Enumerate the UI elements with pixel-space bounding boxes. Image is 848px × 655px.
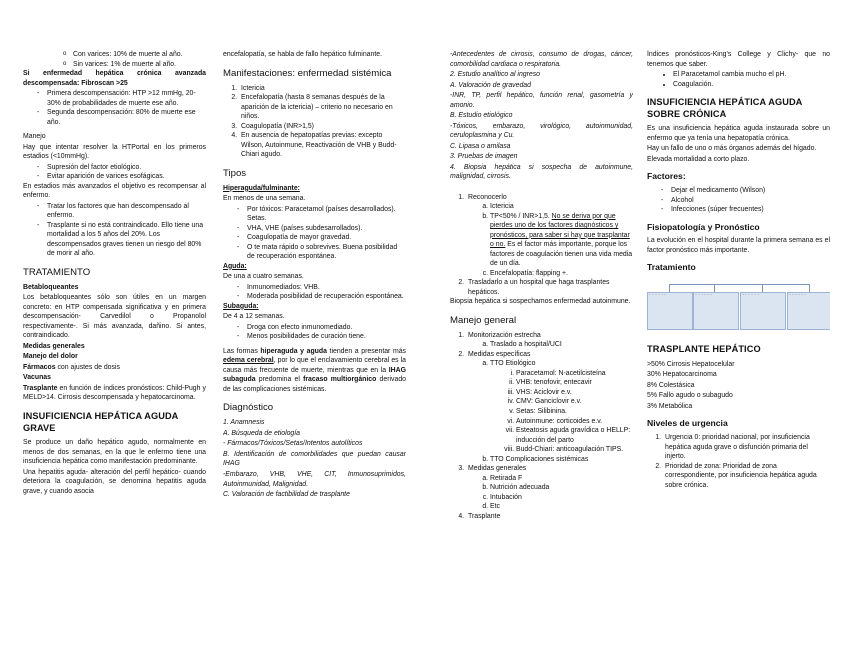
trasplante-line: 30% Hepatocarcinoma [647,371,717,379]
manifestaciones-heading: Manifestaciones: enfermedad sistémica [223,67,392,79]
diag-line: C. Lipasa o amilasa [450,142,511,150]
list-item: viii. Budd-Chiari: anticoagulación TIPS. [516,445,633,455]
diag-line: A. Búsqueda de etiología [223,429,301,437]
list-item: 1. Urgencia 0: prioridad nacional, por insuficiencia hepática aguda grave o disfunción primaria del injerto. [663,433,830,462]
list-item: b. Nutrición adecuada [490,483,633,493]
sobre-cronica-heading: INSUFICIENCIA HEPÁTICA AGUDA SOBRE CRÓNICA [647,97,803,119]
diagram-box: ·· ·· ·· ·· ·· ·· [787,292,830,330]
list-item: a. Traslado a hospital/UCI [490,340,633,350]
reconocer-list [450,193,633,298]
list-item: - Tratar los factores que han descompensado al enfermo. [37,202,206,221]
manejo-heading: Manejo [23,133,46,141]
reconocer-sublist [468,202,633,278]
biopsia-note: Biopsia hepática si sospechamos enfermedad autoinmune. [450,298,631,306]
diagram-connector [669,284,670,292]
list-item: • Coagulación. [673,80,830,90]
list-item: c. Intubación [490,493,633,503]
list-item: ii. VHB: tenofovir, entecavir [516,378,633,388]
list-item: - Por tóxicos: Paracetamol (países desarrollados). Setas. [237,205,406,224]
list-item: - Moderada posibilidad de recuperación espontánea. [237,292,406,302]
diagram-connector [669,284,809,285]
diag-line: C. Valoración de factibilidad de trasplante [223,491,350,499]
iha-paragraph-2: Una hepatitis aguda- alteración del perfil hepático- cuando deteriora la coagulación, se denomina hepatitis aguda grave, y cuando asocia [23,468,206,495]
list-item: - Segunda descompensación: 80% de muerte ese año. [37,108,206,127]
manejo-list [23,163,206,182]
list-item: b. TTO Complicaciones sistémicas [490,455,633,465]
list-item: vii. Esteatosis aguda gravídica o HELLP: inducción del parto [516,426,633,445]
text-run: No se deriva por que pierdes uno de los factores diagnósticos y pronósticos, para saber si hay que trasplantar o no. [490,212,630,249]
aguda-heading: Aguda: [223,262,247,270]
aguda-list [223,283,406,302]
trasplante-line: 3% Metabólica [647,402,693,410]
list-item: i. Paracetamol: N-acetilcisteína [516,369,633,379]
list-item: - Infecciones (súper frecuentes) [661,205,830,215]
item-label: Medidas específicas [468,350,531,358]
trasplante-line [23,384,206,403]
diagram-box: ·· ·· ·· ·· ·· ·· [647,292,693,330]
diag-line: 3. Pruebas de imagen [450,153,518,161]
medidas-generales: Medidas generales [23,342,85,350]
treatment-diagram [647,278,830,336]
trasplante-rest: en función de índices pronósticos: Child-Pugh y MELD>14. Cirrosis descompensada y hepatocarcinoma. [23,384,206,402]
manejo-general-list [450,331,633,521]
list-item: 2. Encefalopatía (hasta 8 semanas después de la aparición de la ictericia) – criterio no necesario en niños. [239,93,406,122]
list-item: 3. Coagulopatía (INR>1,5) [239,122,406,132]
list-item: - Coagulopatía de mayor gravedad. [237,233,406,243]
diag-line: - Fármacos/Tóxicos/Setas/Intentos autolíticos [223,440,363,448]
hiperaguda-list [223,205,406,262]
column-1 [23,50,206,497]
list-item: 4. Trasplante [466,512,633,522]
hiperaguda-intro: En menos de una semana. [223,195,306,203]
sublist [468,340,633,350]
iha-paragraph-1: Se produce un daño hepático agudo, normalmente en menos de dos semanas, en la que le enfermo tiene una insuficiencia hepática como manifestación predominante. [23,439,206,466]
item-label: TTO Etiológico [490,360,536,368]
varices-list [23,50,206,69]
list-item [466,464,633,512]
sublist [468,359,633,464]
diag-line: -Embarazo, VHB, VHE, CIT, Inmunosuprimidos, Autoinmunidad, Malignidad. [223,471,406,488]
indices-text: Índices pronósticos-King's College y Clichy- que no tenemos que saber. [647,51,830,68]
niveles-list [647,433,830,490]
diag-line: B. Estudio etiológico [450,112,513,120]
sobre-paragraph-1: Es una insuficiencia hepática aguda instaurada sobre un enfermo que ya tenía una hepatopatía crónica. [647,125,830,142]
fisiopatologia-heading: Fisiopatología y Pronóstico [647,221,760,232]
trasplante-line: 5% Fallo agudo o subagudo [647,392,733,400]
list-item: - O te mata rápido o sobrevives. Buena posibilidad de recuperación espontánea. [237,243,406,262]
list-item: - Supresión del factor etiológico. [37,163,206,173]
diagram-connector [809,284,810,292]
column-4 [647,50,830,490]
list-item: a. Retirada F [490,474,633,484]
formas-paragraph [223,347,406,395]
tipos-heading: Tipos [223,167,247,179]
list-item [466,331,633,350]
diagram-box: ·· ·· ·· ·· ·· ·· [740,292,786,330]
diag-line: 1. Anamnesis [223,419,265,427]
list-item: - Inmunomediados: VHB. [237,283,406,293]
list-item: 2. Trasladarlo a un hospital que haga trasplantes hepáticos. [466,278,633,297]
diag-line: 2. Estudio analítico al ingreso [450,71,541,79]
sobre-paragraph-2: Hay un fallo de uno o más órganos además del hígado. [647,145,817,153]
list-item: o Sin varices: 1% de muerte al año. [63,60,206,70]
vacunas: Vacunas [23,374,51,382]
subaguda-list [223,323,406,342]
farmacos-label: Fármacos [23,363,56,371]
trasplante-heading: TRASPLANTE HEPÁTICO [647,344,761,355]
list-item: - Primera descompensación: HTP >12 mmHg, 20-30% de probabilidades de muerte ese año. [37,89,206,108]
text-run: , por lo que el enclavamiento cerebral es la causa más frecuente de muerte, mientras que en la [223,357,406,374]
sobre-paragraph-3: Elevada mortalidad a corto plazo. [647,155,750,163]
avanzados-list [23,202,206,259]
continued-text: encefalopatía, se habla de fallo hepático fulminante. [223,51,382,58]
text-run: derivado de las complicaciones sistémicas. [223,376,406,393]
factores-list [647,186,830,215]
diag-line: -Tóxicos, embarazo, virológico, autoinmunidad, ceruloplasmina y Cu. [450,122,633,140]
list-item: iv. CMV: Ganciclovir e.v. [516,397,633,407]
subaguda-heading: Subaguda: [223,302,259,310]
list-item: v. Setas: Silibinina. [516,407,633,417]
avanzados-intro: En estadios más avanzados el objetivo es recompensar al enfermo. [23,182,206,200]
farmacos-line [23,363,206,373]
text-run: Las formas [223,347,261,355]
list-item: - Menos posibilidades de curación tiene. [237,332,406,342]
list-item [490,212,633,269]
betabloqueantes-text: Los betabloqueantes sólo son útiles en un margen concreto: en HTP compensada significativa y en primera descompensación- Carvedilol o Propanolol respectivamente-. Si más avanzada, dañino. Si antes, contraindicado. [23,294,206,340]
diag-line: -Antecedentes de cirrosis, consumo de drogas, cáncer, comorbilidad cardiaca o respiratoria. [450,51,633,68]
indices-list [647,70,830,89]
tratamiento-heading: Tratamiento [647,262,696,273]
factores-heading: Factores: [647,171,686,182]
diagnostico-heading: Diagnóstico [223,402,274,414]
list-item: - Trasplante si no está contraindicado. Ello tiene una mortalidad a los 5 años del 20%. Los descompensados graves tienen un riesgo del 80% de morir al año. [37,221,206,259]
diagram-box: ·· ·· ·· ·· ·· ·· [693,292,739,330]
item-label: Reconocerlo [468,193,507,201]
item-label: Medidas generales [468,465,527,473]
cronica-list [23,89,206,127]
list-item: 4. En ausencia de hepatopatías previas: excepto Wilson, Autoinmune, Reactivación de VHB y Budd-Chiari agudo. [239,131,406,160]
fisiopatologia-text: La evolución en el hospital durante la primera semana es el factor pronóstico más importante. [647,237,830,254]
manifestaciones-list [223,84,406,160]
subaguda-intro: De 4 a 12 semanas. [223,313,285,321]
text-run: tienden a presentar más [326,347,406,355]
list-item: - VHA, VHE (países subdesarrollados). [237,224,406,234]
diagram-connector [714,284,715,292]
manejo-intro: Hay que intentar resolver la HTPortal en los primeros estadios (<10mmHg). [23,143,206,161]
list-item [466,350,633,464]
list-item: • El Paracetamol cambia mucho el pH. [673,70,830,80]
manejo-general-heading: Manejo general [450,314,517,326]
text-run: edema cerebral [223,357,274,365]
diagram-connector [762,284,763,292]
cronica-intro: Si enfermedad hepática crónica avanzada descompensada: Fibroscan >25 [23,70,206,87]
list-item: o Con varices: 10% de muerte al año. [63,50,206,60]
trasplante-line: >50% Cirrosis Hepatocelular [647,360,735,368]
niveles-heading: Niveles de urgencia [647,418,728,429]
roman-sublist [490,369,633,455]
item-label: Monitorización estrecha [468,331,541,339]
text-run: TP<50% / INR>1,5. [490,212,552,220]
list-item: iii. VHS: Aciclovir e.v. [516,388,633,398]
hiperaguda-heading: Hiperaguda/fulminante: [223,184,300,192]
trasplante-label: Trasplante [23,384,58,392]
text-run: predomina el [255,376,304,384]
list-item: - Evitar aparición de varices esofágicas. [37,172,206,182]
list-item: 2. Prioridad de zona: Prioridad de zona correspondiente, por insuficiencia hepática aguda sobre crónica. [663,462,830,491]
text-run: IHAG subaguda [223,366,406,384]
aguda-intro: De una a cuatro semanas. [223,273,304,281]
list-item: vi. Autoinmune: corticoides e.v. [516,417,633,427]
text-run: hiperaguda y aguda [260,347,327,355]
list-item: - Dejar el medicamento (Wilson) [661,186,830,196]
list-item: - Alcohol [661,196,830,206]
list-item [490,359,633,454]
list-item: d. Etc [490,502,633,512]
list-item: 1. Ictericia [239,84,406,94]
trasplante-line: 8% Colestásica [647,381,695,389]
farmacos-rest: con ajustes de dosis [55,363,120,371]
column-3 [450,50,633,521]
diag-line: 4. Biopsia hepática si sospecha de autoinmune, malignidad, cirrosis. [450,163,633,181]
diag-line: A. Valoración de gravedad [450,81,531,89]
list-item: a. Ictericia [490,202,633,212]
iha-grave-heading: INSUFICIENCIA HEPÁTICA AGUDA GRAVE [23,411,179,433]
list-item [466,193,633,279]
text-run: Es el factor más importante, porque los factores de coagulación tienen una vida media de un día. [490,241,633,268]
sublist [468,474,633,512]
diag-line: B. Identificación de comorbilidades que puedan causar IHAG [223,450,406,468]
betabloqueantes-heading: Betabloqueantes [23,283,79,291]
diag-line: -INR, TP, perfil hepático, función renal, gasometría y amonio. [450,92,633,109]
list-item: c. Encefalopatía: flapping +. [490,269,633,279]
tratamiento-heading: TRATAMIENTO [23,266,91,278]
text-run: fracaso multiorgánico [303,376,377,384]
list-item: - Droga con efecto inmunomediado. [237,323,406,333]
column-2 [223,50,406,501]
manejo-dolor: Manejo del dolor [23,353,78,361]
